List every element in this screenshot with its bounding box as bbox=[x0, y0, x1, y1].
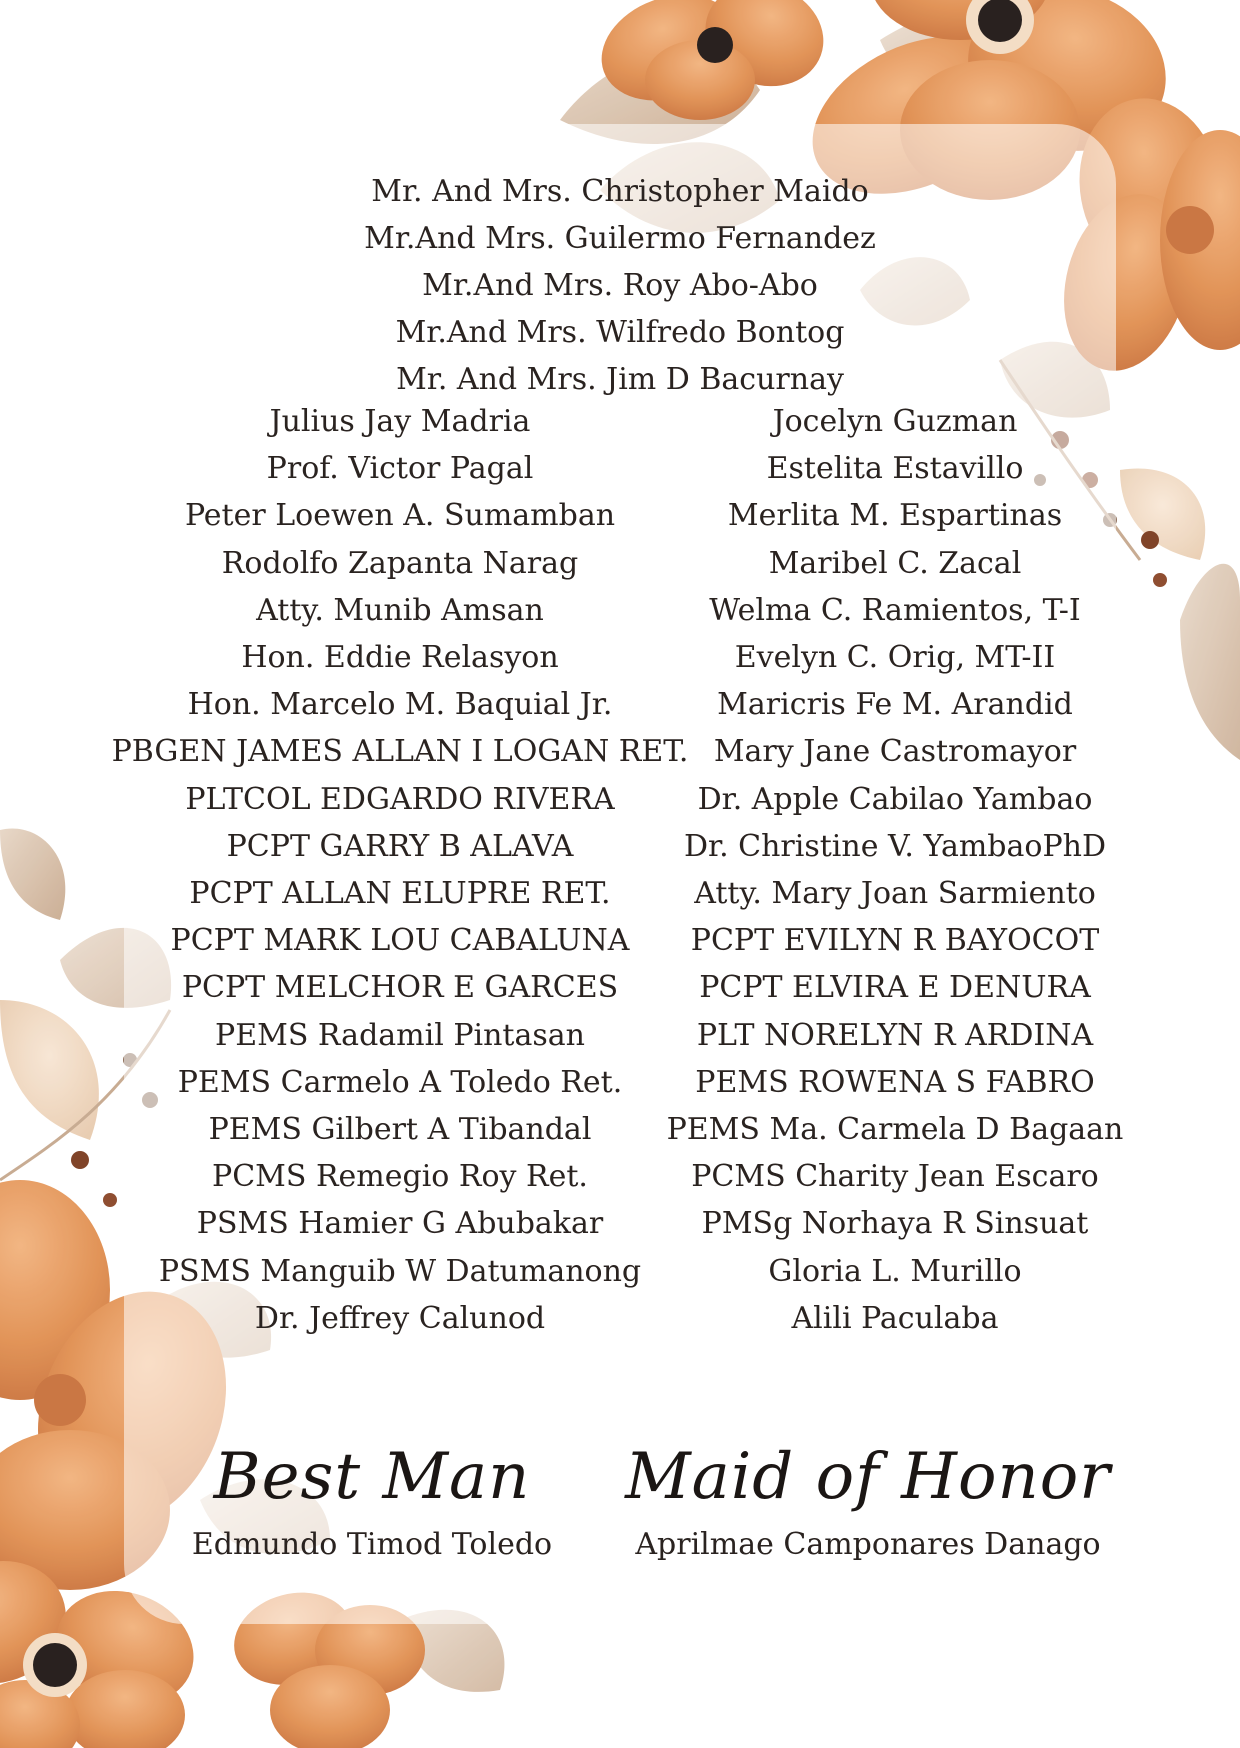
maid-of-honor-name: Aprilmae Camponares Danago bbox=[635, 1527, 1101, 1562]
sponsor-name: PSMS Hamier G Abubakar bbox=[196, 1206, 604, 1242]
sponsors-right-column bbox=[605, 398, 1185, 1342]
sponsor-name: PMSg Norhaya R Sinsuat bbox=[701, 1206, 1089, 1242]
sponsor-name: PCPT GARRY B ALAVA bbox=[226, 828, 574, 864]
sponsor-name: PCPT MARK LOU CABALUNA bbox=[170, 923, 630, 959]
sponsor-name: PCPT MELCHOR E GARCES bbox=[181, 970, 619, 1006]
sponsor-name: Evelyn C. Orig, MT-II bbox=[734, 640, 1056, 676]
couples-list bbox=[0, 168, 1240, 403]
sponsor-name: PLTCOL EDGARDO RIVERA bbox=[185, 781, 615, 817]
sponsor-name: PCMS Charity Jean Escaro bbox=[691, 1159, 1099, 1195]
couple-name: Mr. And Mrs. Christopher Maido bbox=[371, 174, 869, 209]
sponsor-name: PEMS Radamil Pintasan bbox=[215, 1017, 585, 1053]
sponsor-name: PEMS ROWENA S FABRO bbox=[695, 1064, 1095, 1100]
sponsor-name: PLT NORELYN R ARDINA bbox=[696, 1017, 1094, 1053]
sponsor-name: Maribel C. Zacal bbox=[768, 545, 1022, 581]
sponsor-name: PCPT ALLAN ELUPRE RET. bbox=[189, 876, 611, 912]
sponsor-name: Maricris Fe M. Arandid bbox=[717, 687, 1073, 723]
sponsor-name: Gloria L. Murillo bbox=[768, 1253, 1022, 1289]
best-man-name: Edmundo Timod Toledo bbox=[191, 1527, 553, 1562]
maid-of-honor-title: Maid of Honor bbox=[625, 1440, 1111, 1514]
sponsor-name: Prof. Victor Pagal bbox=[266, 451, 534, 487]
sponsor-name: PCPT ELVIRA E DENURA bbox=[699, 970, 1091, 1006]
sponsor-name: PEMS Gilbert A Tibandal bbox=[208, 1112, 592, 1148]
sponsor-name: Dr. Apple Cabilao Yambao bbox=[697, 781, 1093, 817]
sponsor-name: Peter Loewen A. Sumamban bbox=[184, 498, 616, 534]
sponsor-name: PCPT EVILYN R BAYOCOT bbox=[690, 923, 1100, 959]
sponsor-name: Hon. Marcelo M. Baquial Jr. bbox=[187, 687, 613, 723]
couple-name: Mr.And Mrs. Roy Abo-Abo bbox=[422, 268, 818, 303]
sponsor-name: Julius Jay Madria bbox=[269, 404, 531, 439]
sponsor-name: PEMS Ma. Carmela D Bagaan bbox=[666, 1112, 1124, 1148]
sponsor-name: PEMS Carmelo A Toledo Ret. bbox=[177, 1064, 623, 1100]
sponsor-name: Merlita M. Espartinas bbox=[727, 498, 1063, 534]
sponsor-name: PBGEN JAMES ALLAN I LOGAN RET. bbox=[111, 734, 689, 770]
couple-name: Mr.And Mrs. Wilfredo Bontog bbox=[395, 315, 845, 350]
sponsor-name: Welma C. Ramientos, T-I bbox=[709, 592, 1081, 628]
sponsor-name: Dr. Christine V. YambaoPhD bbox=[683, 828, 1107, 864]
sponsor-name: Mary Jane Castromayor bbox=[713, 734, 1077, 770]
sponsors-left-column bbox=[110, 398, 690, 1342]
sponsor-name: Atty. Mary Joan Sarmiento bbox=[694, 876, 1096, 912]
sponsor-name: Dr. Jeffrey Calunod bbox=[254, 1300, 546, 1336]
sponsor-name: Estelita Estavillo bbox=[766, 451, 1024, 487]
sponsor-name: Alili Paculaba bbox=[791, 1300, 999, 1336]
best-man-title: Best Man bbox=[213, 1440, 531, 1514]
sponsor-name: Rodolfo Zapanta Narag bbox=[221, 545, 579, 581]
sponsor-name: PSMS Manguib W Datumanong bbox=[158, 1253, 642, 1289]
couple-name: Mr. And Mrs. Jim D Bacurnay bbox=[396, 362, 844, 397]
sponsor-name: Jocelyn Guzman bbox=[772, 404, 1018, 439]
sponsor-name: Atty. Munib Amsan bbox=[256, 592, 544, 628]
couple-name: Mr.And Mrs. Guilermo Fernandez bbox=[364, 221, 876, 256]
sponsor-name: PCMS Remegio Roy Ret. bbox=[212, 1159, 588, 1195]
sponsor-name: Hon. Eddie Relasyon bbox=[241, 640, 559, 676]
